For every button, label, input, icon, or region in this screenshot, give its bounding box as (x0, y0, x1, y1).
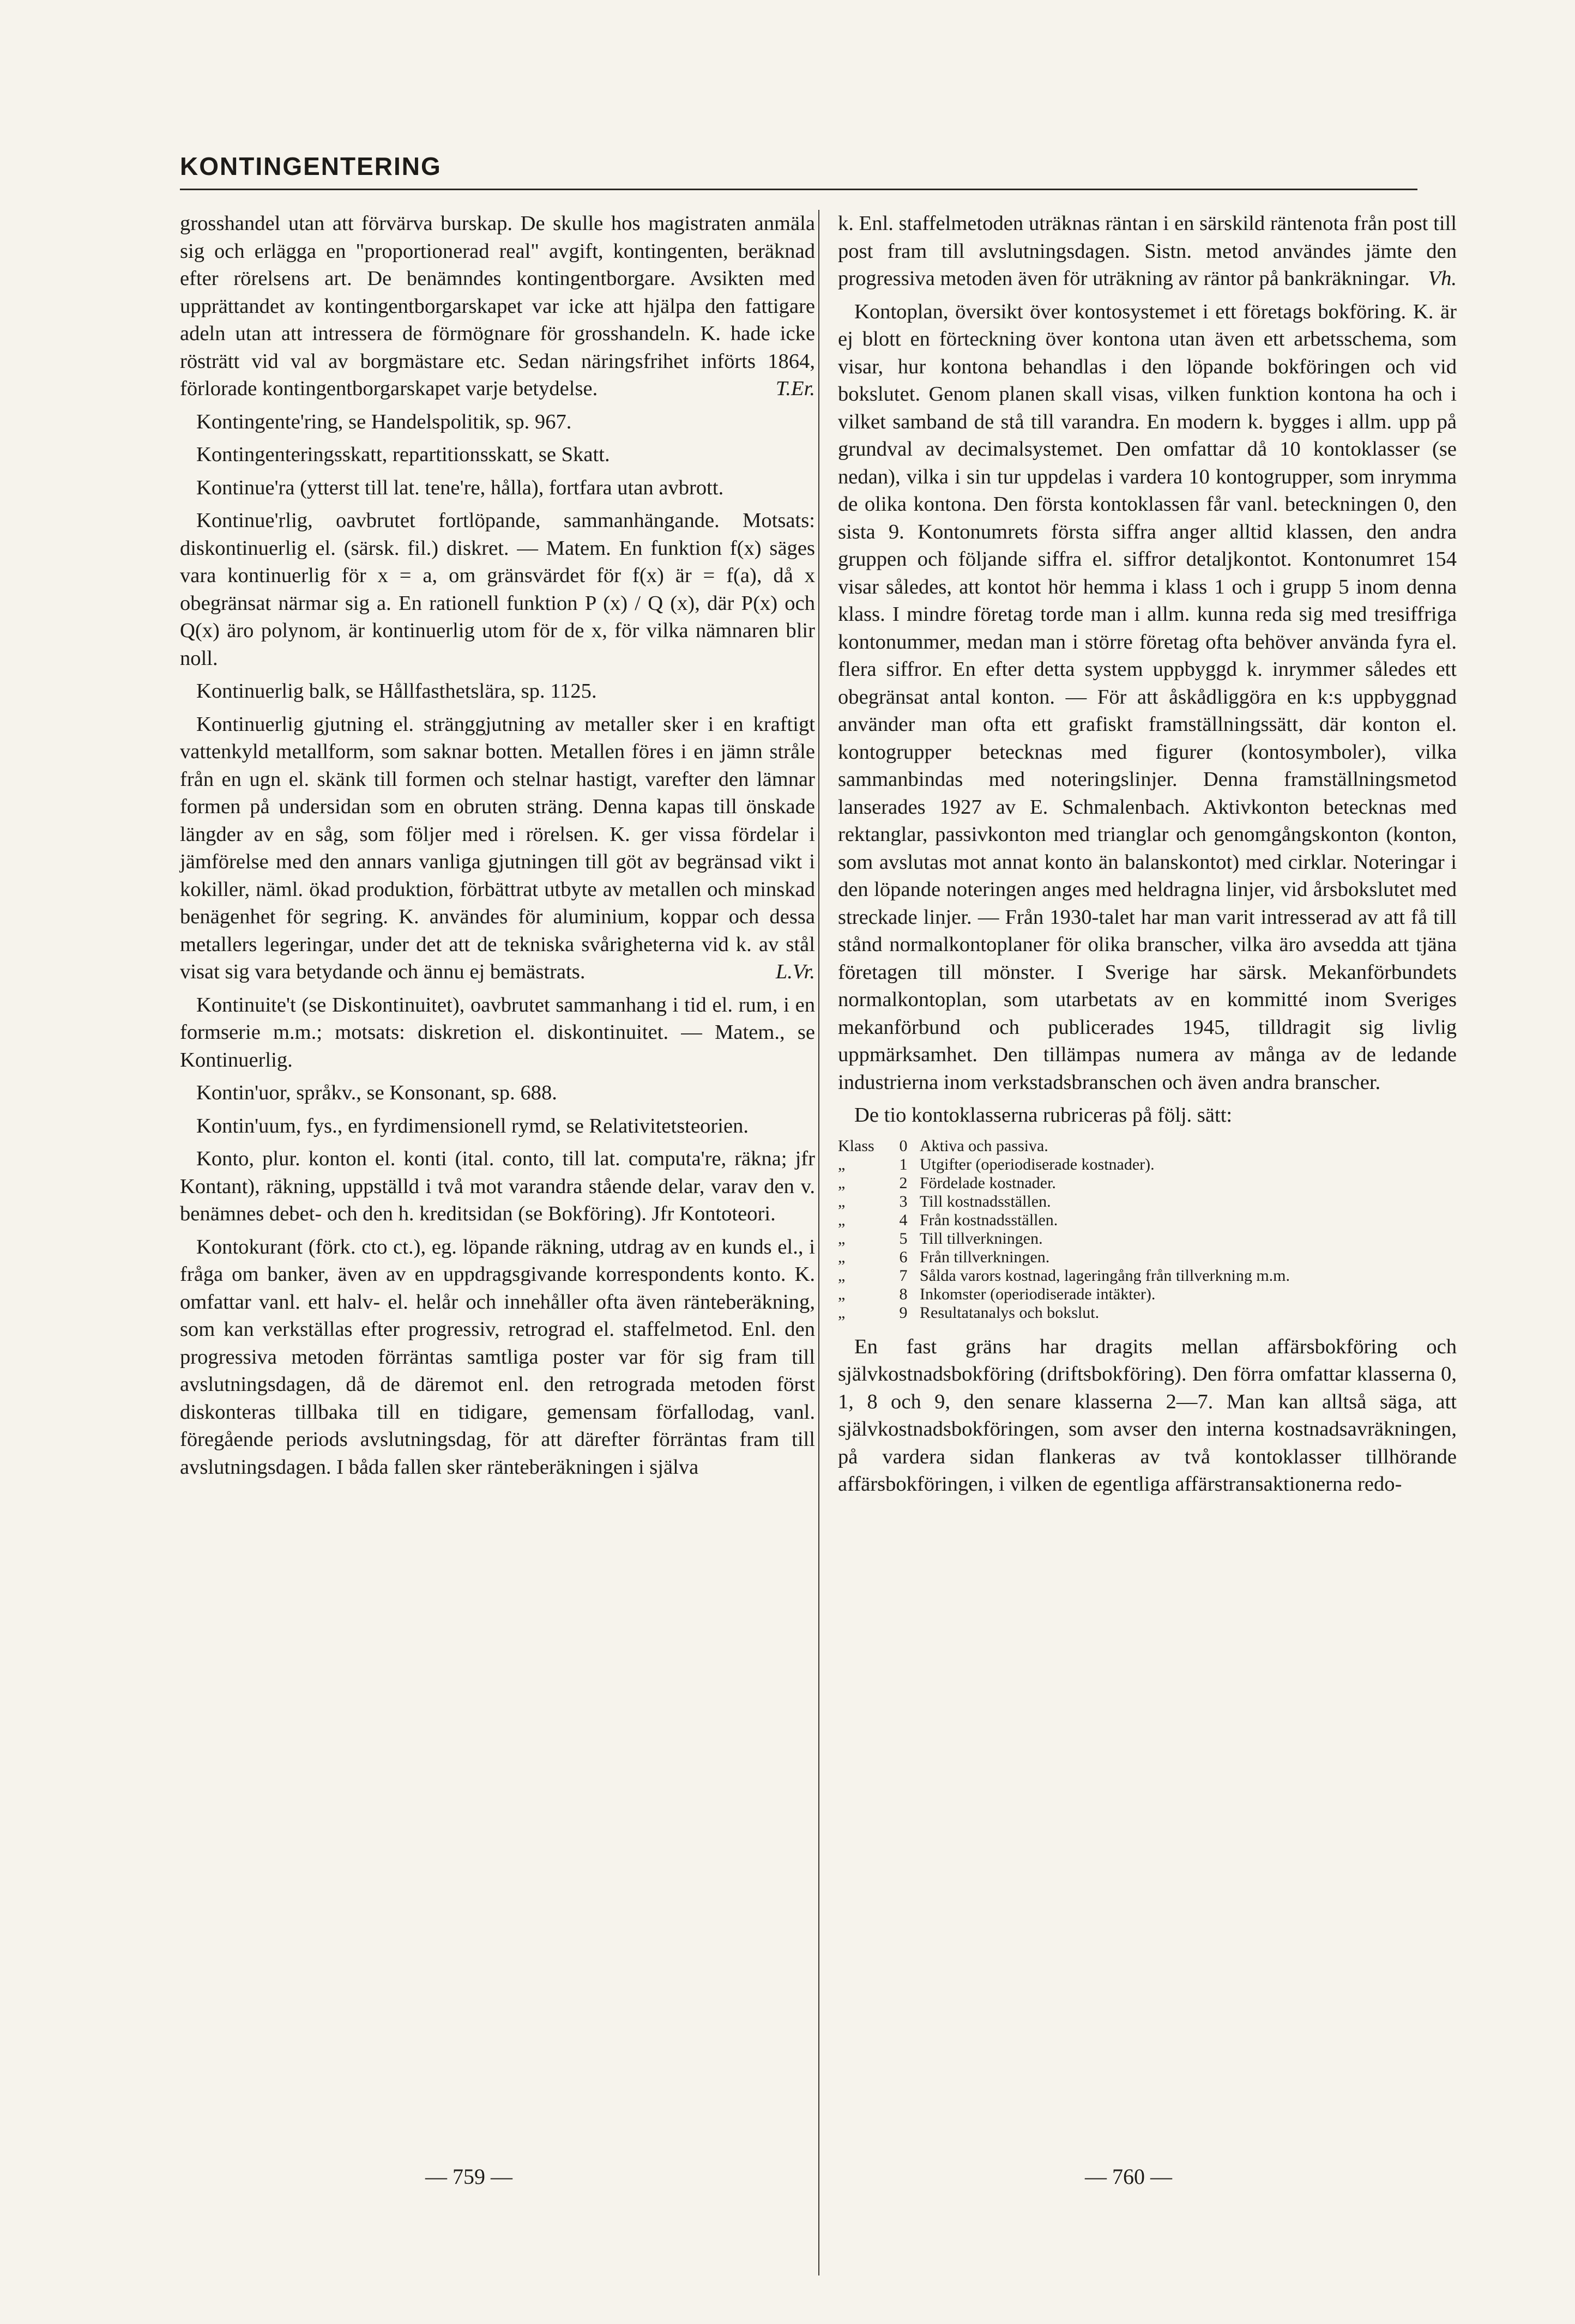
entry-kontinuor: Kontin'uor, språkv., se Konsonant, sp. 688. (196, 1081, 557, 1104)
entry-continuation: k. Enl. staffelmetoden uträknas räntan i en särskild räntenota från post till post fram till avslutningsdagen. Sistn. metod användes jämte den progressiva metoden även för uträkning av räntor på bankräkningar. Vh. (838, 212, 1457, 290)
entry-kontinuitet: Kontinuite't (se Diskontinuitet), oavbrutet sammanhang i tid el. rum, i en formserie m.m.; motsats: diskretion el. diskontinuitet. — Matem., se Kontinuerlig. (180, 993, 815, 1072)
entry-konto: Konto, plur. konton el. konti (ital. conto, till lat. computa're, räkna; jfr Kontant), räkning, uppställd i två mot varandra stående delar, varav den v. benämnes debet- och den h. kreditsidan (se Bokföring). Jfr Kontoteori. (180, 1147, 815, 1225)
column-divider (818, 210, 819, 2275)
entry-final-paragraph: En fast gräns har dragits mellan affärsbokföring och självkostnadsbokföring (driftsbokföring). Den förra omfattar klasserna 0, 1, 8 och 9, den senare klasserna 2—7. Man kan alltså säga, att självkostnadsbokföringen, som avser den interna kostnadsavräkningen, på vardera sidan flankeras av två kontoklasser tillhörande affärsbokföringen, i vilken de egentliga affärstransaktionerna redo- (838, 1335, 1457, 1496)
running-head: KONTINGENTERING (180, 152, 442, 180)
entry-kontingenteringsskatt: Kontingenteringsskatt, repartitionsskatt, se Skatt. (196, 443, 610, 466)
entry-kontingentering: Kontingente'ring, se Handelspolitik, sp. 967. (196, 410, 572, 433)
table-row: „ 4 Från kostnadsställen. (838, 1211, 1058, 1229)
klass-intro: De tio kontoklasserna rubriceras på följ. sätt: (854, 1104, 1233, 1127)
table-row: „ 6 Från tillverkningen. (838, 1248, 1050, 1266)
entry-kontinuum: Kontin'uum, fys., en fyrdimensionell rymd, se Relativitetsteorien. (196, 1114, 749, 1137)
right-column (838, 210, 1457, 1504)
entry-kontokurant: Kontokurant (förk. cto ct.), eg. löpande räkning, utdrag av en kunds el., i fråga om banker, även av en uppdragsgivande korrespondents konto. K. omfattar vanl. ett halv- el. helår och innehåller ofta även ränteberäkning, som kan verkställas efter progressiv, retrograd el. staffelmetod. Enl. den progressiva metoden förräntas samtliga poster var för sig fram till avslutningsdagen, då de däremot enl. den retrograda metoden först diskonteras tillbaka till en tidigare, gemensam förfallodag, vanl. föregående periods avslutningsdag, för att därefter förräntas fram till avslutningsdagen. I båda fallen sker ränteberäkningen i själva (180, 1235, 815, 1479)
entry-kontinuerlig-gjutning: Kontinuerlig gjutning el. stränggjutning av metaller sker i en kraftigt vattenkyld metallform, som saknar botten. Metallen föres i en jämn stråle från en ugn el. skänk till formen och stelnar hastigt, varefter den lämnar formen på undersidan som en obruten sträng. Denna kapas till önskade längder av en såg, som följer med i rörelsen. K. ger vissa fördelar i jämförelse med den annars vanliga gjutningen till göt av begränsad vikt i kokiller, näml. ökad produktion, förbättrat utbyte av metallen och minskad benägenhet för segring. K. användes för aluminium, koppar och dessa metallers legeringar, under det att de tekniska svårigheterna vid k. av stål visat sig vara betydande och ännu ej bemästrats. L.Vr. (180, 712, 815, 983)
page-number-left: — 759 — (425, 2164, 512, 2189)
table-row: „ 8 Inkomster (operiodiserade intäkter). (838, 1285, 1156, 1303)
table-row: „ 2 Fördelade kostnader. (838, 1173, 1056, 1192)
table-row: Klass 0 Aktiva och passiva. (838, 1136, 1048, 1155)
header-rule (180, 189, 1417, 190)
table-row: „ 3 Till kostnadsställen. (838, 1192, 1051, 1211)
table-row: „ 7 Sålda varors kostnad, lageringång från tillverkning m.m. (838, 1266, 1290, 1285)
table-row: „ 5 Till tillverkningen. (838, 1229, 1043, 1248)
entry-kontinuerlig: Kontinue'rlig, oavbrutet fortlöpande, sammanhängande. Motsats: diskontinuerlig el. (särsk. fil.) diskret. — Matem. En funktion f(x) säges vara kontinuerlig för x = a, om gränsvärdet för f(x) är = f(a), då x obegränsat närmar sig a. En rationell funktion P (x) / Q (x), där P(x) och Q(x) äro polynom, är kontinuerlig utom för de x, för vilka nämnaren blir noll. (180, 509, 815, 670)
entry-paragraph: grosshandel utan att förvärva burskap. De skulle hos magistraten anmäla sig och erlägga en "proportionerad real" avgift, kontingenten, beräknad efter rörelsens art. De benämndes kontingentborgare. Avsikten med upprättandet av kontingentborgarskapet var icke att hjälpa den fattigare adeln utan att intressera de förmögnare för grosshandeln. K. hade icke rösträtt vid val av borgmästare etc. Sedan näringsfrihet införts 1864, förlorade kontingentborgarskapet varje betydelse. T.Er. (180, 212, 815, 400)
entry-kontinuera: Kontinue'ra (ytterst till lat. tene're, hålla), fortfara utan avbrott. (196, 476, 724, 499)
entry-kontinuerlig-balk: Kontinuerlig balk, se Hållfasthetslära, sp. 1125. (196, 680, 597, 703)
page-number-right: — 760 — (1085, 2164, 1172, 2189)
table-row: „ 9 Resultatanalys och bokslut. (838, 1303, 1100, 1322)
table-row: „ 1 Utgifter (operiodiserade kostnader). (838, 1155, 1155, 1173)
left-column (180, 210, 815, 1486)
entry-kontoplan: Kontoplan, översikt över kontosystemet i ett företags bokföring. K. är ej blott en förteckning över kontona utan även ett arbetsschema, som visar, hur kontona behandlas i den löpande bokföringen och vid bokslutet. Genom planen skall visas, vilken funktion kontona ha och i vilket samband de stå till varandra. En modern k. bygges i allm. upp på grundval av decimalsystemet. Den omfattar då 10 kontoklasser (se nedan), vilka i sin tur uppdelas i vardera 10 kontogrupper, som inrymma de olika kontona. Den första kontoklassen får vanl. beteckningen 0, den sista 9. Kontonumrets första siffra anger alltid klassen, den andra gruppen och följande siffra el. siffror detaljkontot. Kontonumret 154 visar således, att kontot hör hemma i klass 1 och i grupp 5 inom denna klass. I mindre företag torde man i allm. kunna reda sig med tresiffriga kontonummer, medan man i större företag ofta behöver använda fyra el. flera siffror. En efter detta system uppbyggd k. inrymmer således ett obegränsat antal konton. — För att åskådliggöra en k:s uppbyggnad använder man ofta ett grafiskt framställningssätt, där konton el. kontogrupper betecknas med figurer (kontosymboler), vilka sammanbindas med noteringslinjer. Denna framställningsmetod lanserades 1927 av E. Schmalenbach. Aktivkonton betecknas med rektanglar, passivkonton med trianglar och genomgångskonton (konton, som avslutas mot annat konto än balanskontot) med cirklar. Noteringar i den löpande noteringen anges med heldragna linjer, vid årsbokslutet med streckade linjer. — Från 1930-talet har man varit intresserad av att få till stånd normalkontoplaner för olika branscher, vilka äro avsedda att tjäna företagen till mönster. I Sverige har särsk. Mekanförbundets normalkontoplan, som utarbetats av en kommitté inom Sveriges mekanförbund och publicerades 1945, tilldragit sig livlig uppmärksamhet. Den tillämpas numera av många av de ledande industrierna inom verkstadsbranschen och även andra branscher. (838, 300, 1457, 1094)
kontoklass-table (838, 1137, 1457, 1322)
